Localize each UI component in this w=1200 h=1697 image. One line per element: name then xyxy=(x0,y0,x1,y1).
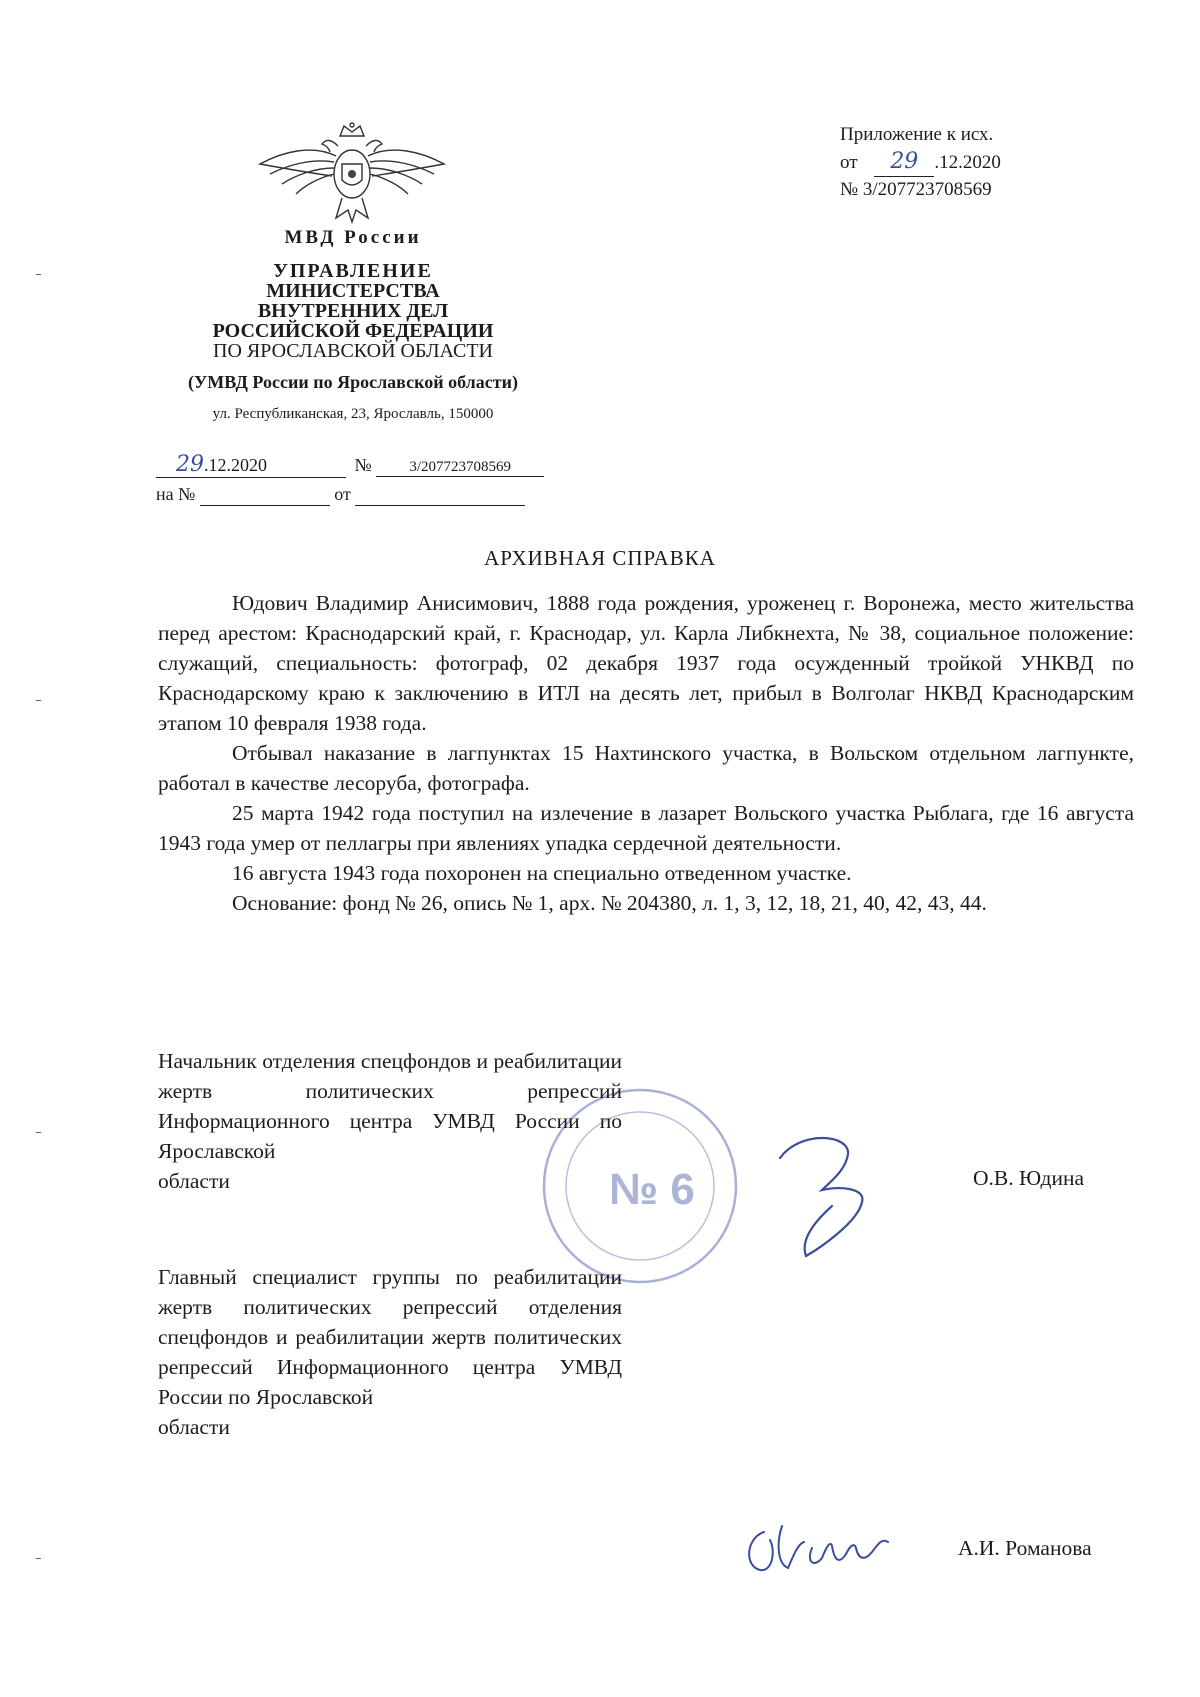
registration-date-rest: .12.2020 xyxy=(204,455,267,475)
org-line-3: ВНУТРЕННИХ ДЕЛ xyxy=(257,300,449,322)
double-headed-eagle-emblem xyxy=(252,122,452,227)
signatory-1-title-text: Начальник отделения спецфондов и реабилитации жертв политических репрессий Информационного центра УМВД России по Ярославской xyxy=(158,1049,622,1163)
annex-from-label: от xyxy=(840,152,858,174)
annex-date-rest: .12.2020 xyxy=(934,152,1001,174)
signatory-2-title-text: Главный специалист группы по реабилитации жертв политических репрессий отделения спецфондов и реабилитации жертв политических репрессий Информационного центра УМВД России по Ярославской xyxy=(158,1265,622,1409)
org-abbreviation: (УМВД России по Ярославской области) xyxy=(188,372,518,392)
scan-margin-mark xyxy=(36,1132,41,1133)
registration-line xyxy=(156,452,544,478)
signatory-1-title xyxy=(158,1046,622,1196)
org-line-4: РОССИЙСКОЙ ФЕДЕРАЦИИ xyxy=(212,320,494,342)
annex-handwritten-day: 29 xyxy=(890,149,919,175)
body-paragraph: Юдович Владимир Анисимович, 1888 года рождения, уроженец г. Воронежа, место жительства перед арестом: Краснодарский край, г. Краснодар, ул. Карла Либкнехта, № 38, социальное положение: служащий, специальность: фотограф, 02 декабря 1937 года осужденный тройкой УНКВД по Краснодарскому краю к заключению в ИТЛ на десять лет, прибыл в Волголаг НКВД Краснодарским этапом 10 февраля 1938 года. xyxy=(158,591,1134,735)
annex-line: Приложение к исх. xyxy=(840,124,994,145)
scan-margin-mark xyxy=(36,1558,41,1559)
agency-short-name: МВД России xyxy=(284,227,422,248)
reference-date-blank xyxy=(355,484,525,506)
org-line-2: МИНИСТЕРСТВА xyxy=(266,280,440,302)
annex-date-line xyxy=(840,147,1001,177)
registration-number-sign: № xyxy=(354,455,372,475)
basis-paragraph: Основание: фонд № 26, опись № 1, арх. № 204380, л. 1, 3, 12, 18, 21, 40, 42, 43, 44. xyxy=(232,891,987,915)
scan-margin-mark xyxy=(36,700,41,701)
registration-number: 3/207723708569 xyxy=(376,459,544,477)
signature-2 xyxy=(742,1518,892,1578)
signatory-2-title-last: области xyxy=(158,1415,230,1439)
annex-number: № 3/207723708569 xyxy=(840,179,992,201)
org-line-1: УПРАВЛЕНИЕ xyxy=(273,260,433,282)
signatory-2-title xyxy=(158,1262,622,1442)
document-title: АРХИВНАЯ СПРАВКА xyxy=(484,546,716,570)
signatory-2-name: А.И. Романова xyxy=(958,1536,1092,1560)
signature-1 xyxy=(770,1130,880,1260)
document-body xyxy=(158,588,1134,918)
registration-date-field xyxy=(156,452,346,478)
body-paragraph: 16 августа 1943 года похоронен на специально отведенном участке. xyxy=(232,861,852,885)
reference-from-label: от xyxy=(334,484,351,504)
signatory-1-title-last: области xyxy=(158,1169,230,1193)
issuer-block xyxy=(148,228,558,422)
signatory-1-name: О.В. Юдина xyxy=(973,1166,1085,1190)
org-address: ул. Республиканская, 23, Ярославль, 150000 xyxy=(212,406,494,422)
body-paragraph: Отбывал наказание в лагпунктах 15 Нахтинского участка, в Вольском отдельном лагпункте, работал в качестве лесоруба, фотографа. xyxy=(158,741,1134,795)
reference-number-blank xyxy=(200,484,330,506)
handwritten-day: 29 xyxy=(176,452,204,477)
stamp-number: № 6 xyxy=(609,1165,695,1214)
annex-reference xyxy=(840,122,1001,202)
annex-day-field xyxy=(874,147,934,177)
reference-line xyxy=(156,484,525,506)
scan-margin-mark xyxy=(36,274,41,275)
org-line-5: ПО ЯРОСЛАВСКОЙ ОБЛАСТИ xyxy=(213,340,493,362)
body-paragraph: 25 марта 1942 года поступил на излечение в лазарет Вольского участка Рыблага, где 16 августа 1943 года умер от пеллагры при явлениях упадка сердечной деятельности. xyxy=(158,801,1134,855)
reference-label: на № xyxy=(156,484,196,504)
